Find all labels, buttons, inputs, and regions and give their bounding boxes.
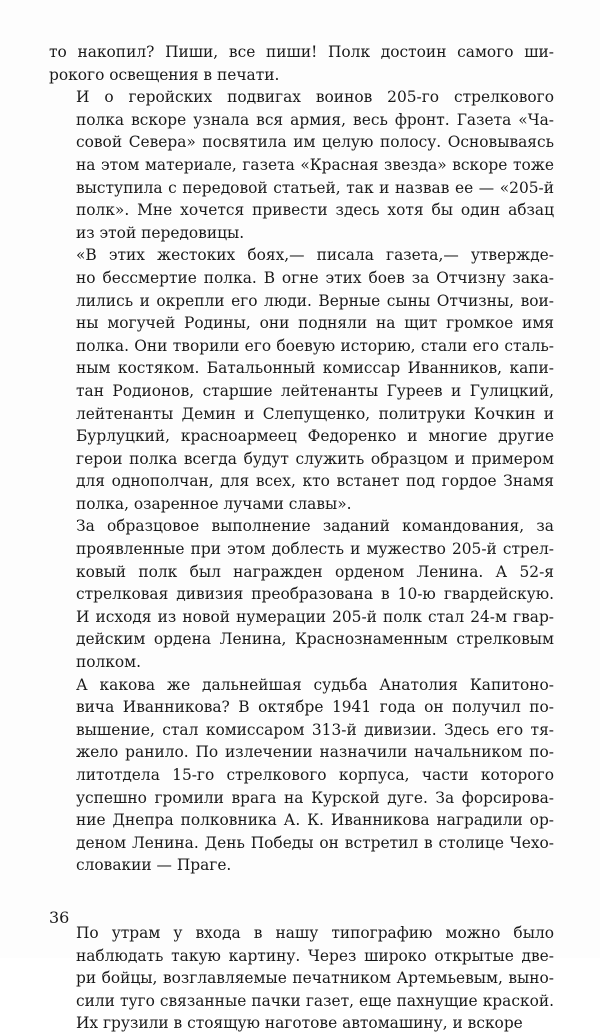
text-line: то накопил? Пиши, все пиши! Полк достоин самого ши- bbox=[49, 43, 554, 61]
page-text-body bbox=[49, 41, 554, 1035]
text-line: успешно громили врага на Курской дуге. За форсирова- bbox=[76, 788, 554, 807]
text-line: полком. bbox=[76, 653, 142, 672]
text-line: дейским ордена Ленина, Краснознаменным стрелковым bbox=[76, 630, 554, 649]
text-line: тан Родионов, старшие лейтенанты Гуреев и Гулицкий, bbox=[76, 381, 554, 400]
text-line: ри бойцы, возглавляемые печатником Артемьевым, выно- bbox=[76, 969, 554, 988]
text-line: герои полка всегда будут служить образцом и примером bbox=[76, 449, 554, 468]
text-line: литотдела 15-го стрелкового корпуса, части которого bbox=[76, 766, 554, 784]
text-line: для однополчан, для всех, кто встанет под гордое Знамя bbox=[76, 472, 554, 491]
text-line: стрелковая дивизия преобразована в 10-ю гвардейскую. bbox=[76, 585, 554, 604]
text-line: ным костяком. Батальонный комиссар Иванников, капи- bbox=[76, 359, 554, 378]
text-line: «В этих жестоких боях,— писала газета,— утвержде- bbox=[76, 246, 554, 265]
text-line: А какова же дальнейшая судьба Анатолия Капитоно- bbox=[76, 675, 554, 694]
paragraph-p3 bbox=[49, 244, 554, 515]
text-line: ковый полк был награжден орденом Ленина. А 52-я bbox=[76, 562, 554, 581]
text-line: И исходя из новой нумерации 205-й полк стал 24-м гвар- bbox=[76, 607, 554, 626]
text-line: И о геройских подвигах воинов 205-го стрелкового bbox=[76, 88, 554, 107]
text-line: лились и окрепли его люди. Верные сыны Отчизны, вои- bbox=[76, 291, 554, 310]
text-line: на этом материале, газета «Красная звезда» вскоре тоже bbox=[76, 155, 554, 174]
text-line: Бурлуцкий, красноармеец Федоренко и многие другие bbox=[76, 427, 554, 446]
text-line: из этой передовицы. bbox=[76, 223, 245, 242]
page-number: 36 bbox=[49, 908, 70, 927]
paragraph-p1 bbox=[49, 41, 554, 86]
text-line: наблюдать такую картину. Через широко открытые две- bbox=[76, 946, 554, 965]
text-line: вича Иванникова? В октябре 1941 года он получил по- bbox=[76, 698, 554, 717]
text-line: полк». Мне хочется привести здесь хотя бы один абзац bbox=[76, 201, 554, 220]
text-line: лейтенанты Демин и Слепущенко, политруки Кочкин и bbox=[76, 404, 554, 423]
paragraph-p2 bbox=[49, 86, 554, 244]
text-line: деном Ленина. День Победы он встретил в столице Чехо- bbox=[76, 833, 554, 852]
text-line: вышение, стал комиссаром 313-й дивизии. Здесь его тя- bbox=[76, 720, 554, 739]
text-line: полка. Они творили его боевую историю, стали его сталь- bbox=[76, 336, 554, 355]
paragraph-p4 bbox=[49, 515, 554, 673]
text-line: сили туго связанные пачки газет, еще пахнущие краской. bbox=[76, 991, 554, 1010]
text-line: выступила с передовой статьей, так и назвав ее — «205-й bbox=[76, 178, 554, 197]
text-line: По утрам у входа в нашу типографию можно было bbox=[76, 923, 554, 942]
paragraph-p5 bbox=[49, 674, 554, 877]
text-line: совой Севера» посвятила им целую полосу. Основываясь bbox=[76, 133, 554, 152]
text-line: полка вскоре узнала вся армия, весь фронт. Газета «Ча- bbox=[76, 110, 554, 129]
text-line: жело ранило. По излечении назначили начальником по- bbox=[76, 743, 554, 762]
text-line: проявленные при этом доблесть и мужество 205-й стрел- bbox=[76, 540, 554, 559]
text-line: полка, озаренное лучами славы». bbox=[76, 494, 352, 513]
text-line: словакии — Праге. bbox=[76, 856, 232, 875]
text-line: но бессмертие полка. В огне этих боев за Отчизну зака- bbox=[76, 268, 554, 287]
text-line: Их грузили в стоящую наготове автомашину, и вскоре bbox=[76, 1014, 523, 1033]
text-line: За образцовое выполнение заданий командования, за bbox=[76, 517, 554, 536]
text-line: ние Днепра полковника А. К. Иванникова наградили ор- bbox=[76, 811, 554, 830]
text-line: ны могучей Родины, они подняли на щит громкое имя bbox=[76, 314, 554, 333]
paragraph-p6 bbox=[49, 922, 554, 1035]
text-line: рокого освещения в печати. bbox=[49, 65, 280, 84]
section-break bbox=[49, 877, 554, 922]
